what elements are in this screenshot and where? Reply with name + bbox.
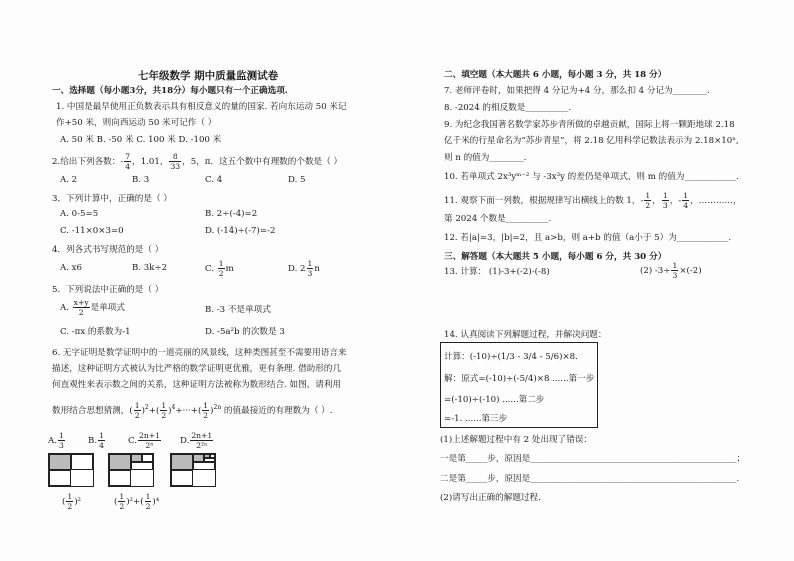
q2-option-a: A. 2 — [60, 175, 78, 185]
q11-text-2: 第 2024 个数是__________. — [444, 214, 552, 224]
q5-option-a: A. $\frac{x+y}{2}$ 是单项式 — [60, 298, 125, 317]
q12-text: 12. 若|a|=3，|b|=2，且 a>b，则 a+b 的值（a小于 5）为____________. — [444, 233, 732, 243]
q4-option-c: C. $\frac{1}{2}$ m — [205, 259, 234, 278]
q6-text-1: 6. 无字证明是数学证明中的一道亮丽的风景线，这种类图甚至不需要用语言来 — [52, 348, 347, 358]
q10-text: 10. 若单项式 2x³yᵐ⁻² 与 -3x³y 的差仍是单项式，则 m 的值为____________. — [444, 172, 739, 182]
figure-2-caption: ( $\frac{1}{2}$ )²+( $\frac{1}{2}$ )⁴ — [114, 492, 160, 511]
solution-line-1: 计算：(-10)÷(1/3 - 3/4 - 5/6)×8． — [444, 352, 584, 362]
q1-text: 1. 中国是最早使用正负数表示具有相反意义的量的国家. 若向东运动 50 米记 — [56, 102, 347, 112]
q11-text: 11. 观察下面一列数，根据规律写出横线上的数 1，- $\frac{1}{2}$ ， $\frac{1}{3}$ ，- $\frac{1}{4}$ ，…………， — [444, 191, 742, 210]
q13-part2: (2) -3÷ $\frac{1}{3}$ ×(-2) — [640, 261, 702, 280]
q3-text: 3．下列计算中，正确的是（ ） — [52, 194, 172, 204]
q14-part2: (2)请写出正确的解题过程. — [440, 493, 541, 503]
q6-option-a: A. $\frac{1}{3}$ — [48, 431, 64, 450]
solution-line-3: =(-10)÷(-10) ......第二步 — [444, 395, 545, 405]
solution-line-4: =-1. ......第三步 — [444, 414, 508, 424]
q6-text-3: 何直观性来表示数之间的关系，这种证明方法被称为数形结合. 如图，请利用 — [52, 380, 342, 390]
q4-option-d: D. 2 $\frac{1}{3}$ n — [288, 259, 320, 278]
q2-option-c: C. 4 — [205, 175, 223, 185]
q6-option-c: C. $\frac{2n+1}{\text{2ⁿ}}$ — [128, 431, 160, 450]
fraction: $\frac{8}{33}$ — [170, 152, 181, 171]
q3-option-c: C. -11×0×3=0 — [60, 226, 124, 236]
q2-text: 2.给出下列各数：- $\frac{7}{4}$ ，1.01， $\frac{8}{33}$ ，5，π．这五个数中有理数的个数是（ ） — [52, 152, 343, 171]
q7-text: 7. 老师评卷时，如果把得 4 分记为+4 分，那么扣 4 分记为________. — [444, 86, 710, 96]
q14-text: 14. 认真阅读下列解题过程，并解决问题： — [444, 330, 607, 340]
q5-text: 5．下列说法中正确的是（ ） — [52, 285, 164, 295]
q6-text-4: 数形结合思想猜测，( $\frac{1}{2}$ )$^2$+( $\frac{1}{2}$ )$^4$+···+( $\frac{1}{2}$ )$^{2n}$ 的值最接近的有理数为（ ）. — [52, 401, 333, 420]
section-1-heading: 一、选择题（每小题3分，共18分）每小题只有一个正确选项. — [52, 86, 288, 96]
q9-text-3: 则 n 的值为________. — [444, 153, 527, 163]
solution-line-2: 解：原式=(-10)÷(-5/4)×8 ......第一步 — [444, 374, 595, 384]
q1-text-cont: 作+50 米，则向西运动 50 米可记作（ ） — [56, 118, 217, 128]
q14-part1: (1)上述解题过程中有 2 处出现了错误： — [440, 435, 593, 445]
q14-error-2: 二是第_____步，原因是________________________________________________. — [440, 474, 740, 484]
proof-figure-1 — [48, 453, 94, 487]
proof-figure-3 — [170, 453, 216, 487]
q3-option-d: D. (-14)÷(-7)=-2 — [205, 226, 276, 236]
q2-option-d: D. 5 — [288, 175, 306, 185]
q5-option-d: D. -5a²b 的次数是 3 — [205, 327, 285, 337]
q3-option-a: A. 0-5=5 — [60, 209, 99, 219]
q9-text-1: 9. 为纪念我国著名数学家苏步青所做的卓越贡献，国际上将一颗距地球 2.18 — [444, 120, 735, 130]
figure-1-caption: ( $\frac{1}{2}$ )² — [62, 492, 82, 511]
q5-option-c: C. -πx 的系数为-1 — [60, 327, 131, 337]
q6-option-d: D. $\frac{2n+1}{\text{2²ⁿ}}$ — [180, 431, 213, 450]
q6-text-2: 描述，这种证明方式被认为比严格的数学证明更优雅，更有条理. 借助形的几 — [52, 364, 342, 374]
section-2-heading: 二、填空题（本大题共 6 小题，每小题 3 分，共 18 分） — [444, 70, 667, 80]
q1-options: A. 50 米 B. -50 米 C. 100 米 D. -100 米 — [60, 135, 222, 145]
exam-title: 七年级数学 期中质量监测试卷 — [138, 70, 279, 82]
q6-option-b: B. $\frac{1}{4}$ — [88, 431, 104, 450]
q13-part1: 13. 计算： (1)-3+(-2)-(-8) — [444, 267, 550, 277]
q4-text: 4．列各式书写规范的是（ ） — [52, 245, 164, 255]
q14-error-1: 一是第_____步，原因是________________________________________________； — [440, 454, 746, 464]
q2-option-b: B. 3 — [132, 175, 150, 185]
q4-option-a: A. x6 — [60, 263, 82, 273]
fraction: $\frac{7}{4}$ — [125, 152, 131, 171]
q8-text: 8. -2024 的相反数是__________. — [444, 103, 572, 113]
section-3-heading: 三、解答题（本大题共 5 小题，每小题 6 分，共 30 分） — [444, 252, 667, 262]
proof-figure-2 — [108, 453, 154, 487]
q4-option-b: B. 3k÷2 — [132, 263, 168, 273]
q5-option-b: B. -3 不是单项式 — [205, 305, 271, 315]
q3-option-b: B. 2÷(-4)=2 — [205, 209, 258, 219]
q9-text-2: 亿千米的行星命名为“苏步青星”，将 2.18 亿用科学记数法表示为 2.18×10ⁿ, — [444, 136, 739, 146]
